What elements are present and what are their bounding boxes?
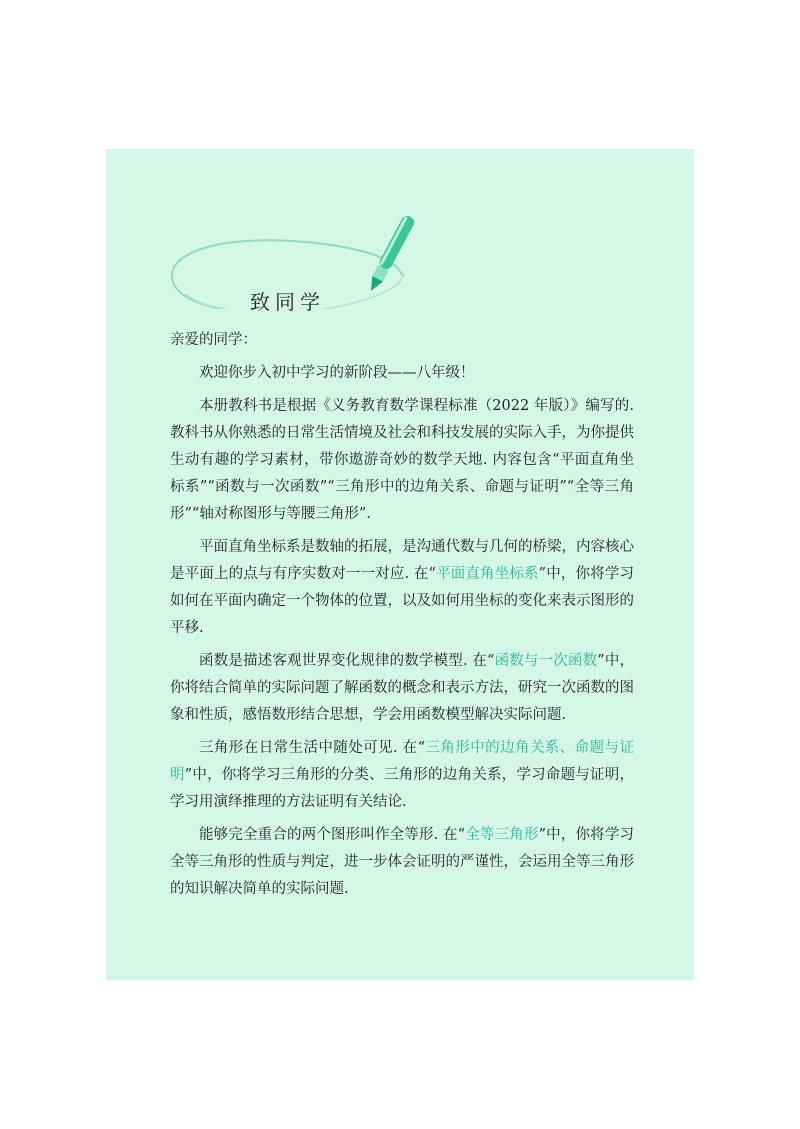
page-title: 致同学 bbox=[250, 290, 325, 314]
paragraph-text: ”中，你将学习三角形的分类、三角形的边角关系，学习命题与证明，学习用演绎推理的方法证明有关结论. bbox=[170, 767, 634, 810]
salutation: 亲爱的同学： bbox=[170, 332, 257, 348]
paragraph-text: ”中，你将学习全等三角形的性质与判定，进一步体会证明的严谨性，会运用全等三角形的知识解决简单的实际问题. bbox=[170, 827, 634, 897]
paragraph-welcome: 欢迎你步入初中学习的新阶段——八年级！ bbox=[199, 365, 475, 381]
paragraph-text: ”中，你将学习如何在平面内确定一个物体的位置，以及如何用坐标的变化来表示图形的平移. bbox=[170, 566, 634, 636]
highlight-chapter-name: 三角形中的边角关系、命题与证明 bbox=[170, 740, 634, 783]
highlight-chapter-name: 全等三角形 bbox=[465, 827, 539, 843]
paragraph-triangles bbox=[170, 735, 634, 816]
letter-body bbox=[170, 327, 634, 909]
paragraph-functions bbox=[170, 648, 634, 729]
paragraph-text: 平面直角坐标系是数轴的拓展，是沟通代数与几何的桥梁，内容核心是平面上的点与有序实数对一一对应. 在“ bbox=[170, 539, 634, 582]
title-banner bbox=[166, 199, 426, 314]
paragraph-text: 能够完全重合的两个图形叫作全等形. 在“ bbox=[199, 827, 466, 843]
letter-card bbox=[106, 149, 694, 980]
highlight-chapter-name: 平面直角坐标系 bbox=[435, 566, 539, 582]
paragraph-text: 函数是描述客观世界变化规律的数学模型. 在“ bbox=[199, 653, 495, 669]
highlight-chapter-name: 函数与一次函数 bbox=[494, 653, 598, 669]
paragraph-coordinate-system bbox=[170, 534, 634, 642]
paragraph-intro: 本册教科书是根据《义务教育数学课程标准（2022 年版）》编写的. 教科书从你熟悉的日常生活情境及社会和科技发展的实际入手，为你提供生动有趣的学习素材，带你遨游奇妙的数学天地. 内容包含“平面直角坐标系”“函数与一次函数”“三角形中的边角关系、命题与证明”“全等三角形”“轴对称图形与等腰三角形”. bbox=[170, 398, 634, 522]
paragraph-text: ”中，你将结合简单的实际问题了解函数的概念和表示方法，研究一次函数的图象和性质，感悟数形结合思想，学会用函数模型解决实际问题. bbox=[170, 653, 634, 723]
paragraph-congruent-triangles bbox=[170, 822, 634, 903]
paragraph-text: 三角形在日常生活中随处可见. 在“ bbox=[199, 740, 426, 756]
